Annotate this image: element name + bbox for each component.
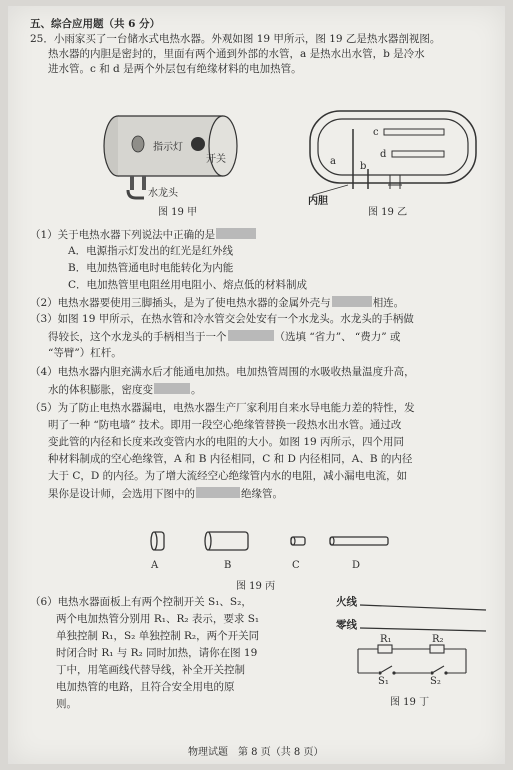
heater-c-label: c bbox=[373, 127, 379, 138]
s1-label: S₁ bbox=[378, 676, 389, 687]
figure-19-bing-caption: 图 19 丙 bbox=[236, 581, 276, 592]
switch-label: 开关 bbox=[206, 154, 226, 165]
faucet-label: 水龙头 bbox=[148, 188, 178, 199]
tube-d-label: D bbox=[352, 560, 361, 571]
heater-d-label: d bbox=[380, 149, 387, 160]
q1-option-b: B．电加热管通电时电能转化为内能 bbox=[68, 262, 234, 274]
figure-19-ding-circuit bbox=[358, 601, 493, 681]
q5-line5: 大于 C，D 的内径。为了增大流经空心绝缘管内水的电阻，减小漏电电流，如 bbox=[48, 470, 408, 482]
indicator-light-label: 指示灯 bbox=[153, 142, 183, 153]
q3-line2: 得较长，这个水龙头的手柄相当于一个 （选填 “省力”、 “费力” 或 bbox=[48, 331, 401, 343]
q1-answer-blank bbox=[216, 228, 256, 239]
q5-line2: 明了一种 “防电墙” 技术。即用一段空心绝缘管替换一段热水出水管。通过改 bbox=[48, 419, 402, 431]
figure-19-ding-caption: 图 19 丁 bbox=[390, 697, 430, 708]
r2-label: R₂ bbox=[432, 634, 444, 645]
q3-answer-blank bbox=[228, 330, 274, 341]
figure-19-yi-cross-section bbox=[308, 109, 478, 199]
q6-line5: 丁中，用笔画线代替导线，补全开关控制 bbox=[56, 664, 245, 676]
live-wire-label: 火线 bbox=[336, 596, 357, 608]
q5-line1: （5）为了防止电热水器漏电，电热水器生产厂家利用自来水导电能力差的特性，发 bbox=[30, 402, 415, 414]
r1-label: R₁ bbox=[380, 634, 392, 645]
figure-19-yi-caption: 图 19 乙 bbox=[368, 207, 408, 218]
q3-line3: “等臂”）杠杆。 bbox=[48, 347, 122, 359]
tube-b-label: B bbox=[224, 560, 232, 571]
q4-answer-blank bbox=[154, 383, 190, 394]
q5-line4: 种材料制成的空心绝缘管，A 和 B 内径相同，C 和 D 内径相同，A、B 的内径 bbox=[48, 453, 413, 465]
q6-line1: （6）电热水器面板上有两个控制开关 S₁、S₂， bbox=[30, 596, 252, 608]
pipe-a-label: a bbox=[330, 156, 336, 167]
liner-label: 内胆 bbox=[308, 196, 328, 207]
pipe-b-label: b bbox=[360, 161, 367, 172]
q6-line7: 则。 bbox=[56, 698, 77, 710]
q5-answer-blank bbox=[196, 487, 240, 498]
neutral-wire-label: 零线 bbox=[336, 619, 357, 631]
q4-line1: （4）电热水器内胆充满水后才能通电加热。电加热管周围的水吸收热量温度升高， bbox=[30, 366, 415, 378]
question-25-intro-line1: 25．小雨家买了一台储水式电热水器。外观如图 19 甲所示，图 19 乙是热水器剖视图。 bbox=[30, 33, 441, 45]
q3-line1: （3）如图 19 甲所示，在热水管和冷水管交会处安有一个水龙头。水龙头的手柄做 bbox=[30, 313, 414, 325]
page-footer: 物理试题 第 8 页（共 8 页） bbox=[188, 747, 324, 758]
question-25-intro-line3: 进水管。c 和 d 是两个外层包有绝缘材料的电加热管。 bbox=[48, 63, 302, 75]
section-title: 五、综合应用题（共 6 分） bbox=[30, 18, 161, 30]
q1-stem: （1）关于电热水器下列说法中正确的是 bbox=[30, 228, 257, 242]
figure-19-jia-caption: 图 19 甲 bbox=[158, 207, 198, 218]
figure-19-bing-tubes bbox=[148, 528, 398, 556]
s2-label: S₂ bbox=[430, 676, 441, 687]
q6-line4: 时闭合时 R₁ 与 R₂ 同时加热，请你在图 19 bbox=[56, 647, 258, 659]
q4-line2: 水的体积膨胀，密度变 。 bbox=[48, 384, 202, 396]
tube-c-label: C bbox=[292, 560, 300, 571]
q5-line6: 果你是设计师，会选用下图中的 绝缘管。 bbox=[48, 488, 283, 500]
q1-option-c: C．电加热管里电阻丝用电阻小、熔点低的材料制成 bbox=[68, 279, 308, 291]
tube-a-label: A bbox=[151, 560, 159, 571]
q1-option-a: A．电源指示灯发出的红光是红外线 bbox=[68, 245, 234, 257]
q6-line2: 两个电加热管分别用 R₁、R₂ 表示，要求 S₁ bbox=[56, 613, 260, 625]
q6-line3: 单独控制 R₁，S₂ 单独控制 R₂，两个开关同 bbox=[56, 630, 260, 642]
question-25-intro-line2: 热水器的内胆是密封的，里面有两个通到外部的水管，a 是热水出水管，b 是冷水 bbox=[48, 48, 425, 60]
q2-answer-blank bbox=[332, 296, 372, 307]
exam-page bbox=[8, 6, 505, 764]
q5-line3: 变此管的内径和长度来改变管内水的电阻的大小。如图 19 丙所示，四个用同 bbox=[48, 436, 405, 448]
q6-line6: 电加热管的电路，且符合安全用电的原 bbox=[56, 681, 235, 693]
q2-text: （2）电热水器要使用三脚插头，是为了使电热水器的金属外壳与 相连。 bbox=[30, 297, 405, 309]
